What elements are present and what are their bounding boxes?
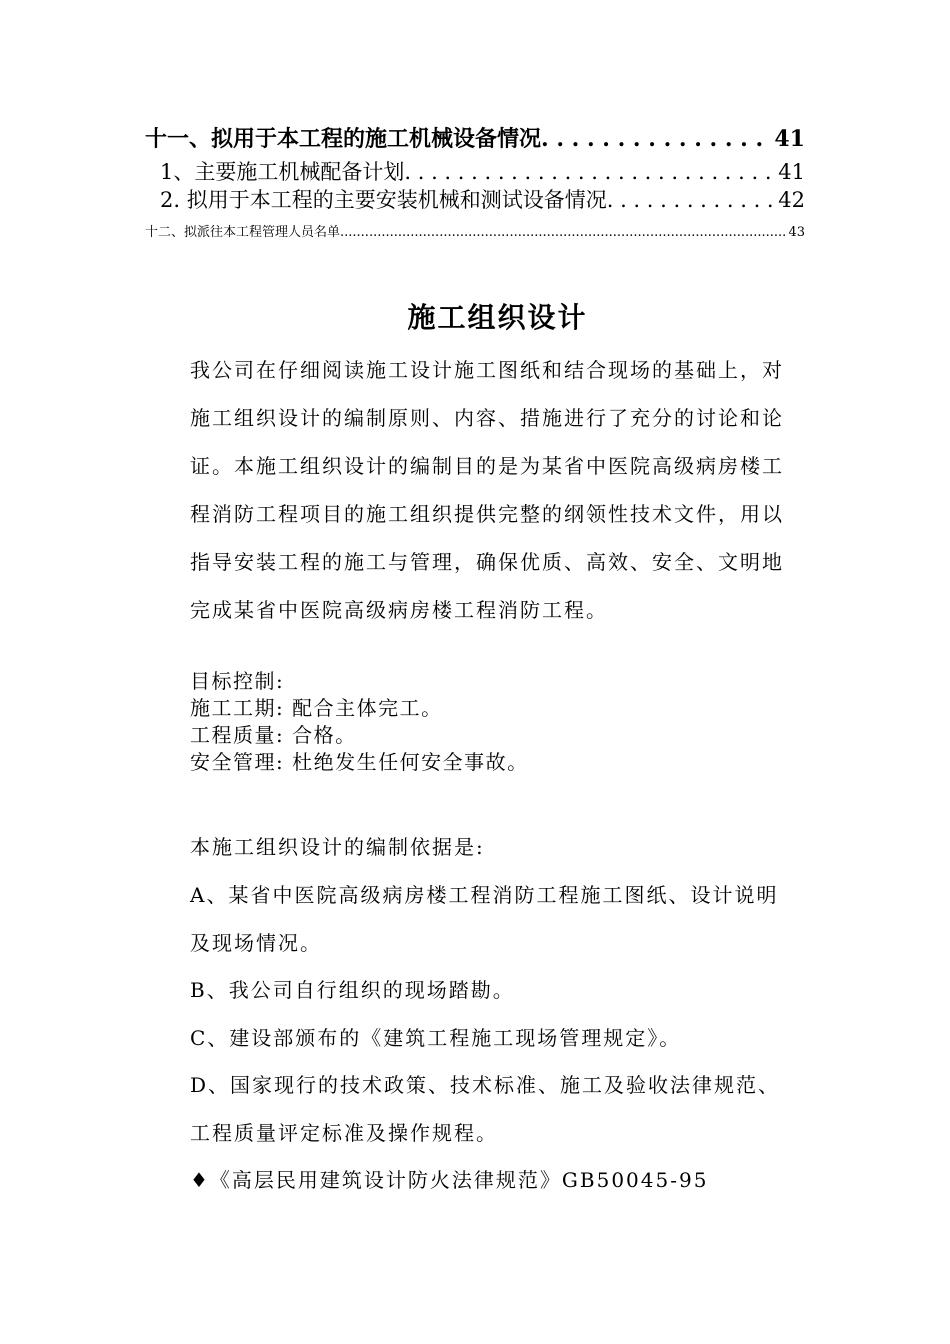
target-item: 施工工期: 配合主体完工。 bbox=[190, 696, 443, 720]
toc-entry-text: 1、主要施工机械配备计划 bbox=[160, 160, 405, 184]
basis-item: B、我公司自行组织的现场踏勘。 bbox=[190, 978, 515, 1002]
toc-leader-dots bbox=[607, 188, 777, 212]
toc-entry[interactable] bbox=[145, 221, 805, 240]
target-control-list bbox=[190, 668, 529, 776]
basis-intro: 本施工组织设计的编制依据是: bbox=[190, 835, 485, 859]
target-item: 安全管理: 杜绝发生任何安全事故。 bbox=[190, 750, 529, 774]
target-heading: 目标控制: bbox=[190, 669, 285, 693]
target-item: 工程质量: 合格。 bbox=[190, 723, 357, 747]
basis-item: ♦《高层民用建筑设计防火法律规范》GB50045-95 bbox=[190, 1168, 709, 1192]
toc-entry-text: 2. 拟用于本工程的主要安装机械和测试设备情况 bbox=[160, 188, 607, 212]
toc-leader-dots bbox=[340, 225, 786, 240]
toc-page-number: 43 bbox=[788, 225, 805, 240]
toc-entry-text: 十二、拟派往本工程管理人员名单 bbox=[145, 225, 341, 240]
intro-paragraph: 我公司在仔细阅读施工设计施工图纸和结合现场的基础上，对施工组织设计的编制原则、内容、措施进行了充分的讨论和论证。本施工组织设计的编制目的是为某省中医院高级病房楼工程消防工程项目的施工组织提供完整的纲领性技术文件，用以指导安装工程的施工与管理，确保优质、高效、安全、文明地完成某省中医院高级病房楼工程消防工程。 bbox=[190, 358, 784, 622]
basis-item: A、某省中医院高级病房楼工程消防工程施工图纸、设计说明及现场情况。 bbox=[190, 883, 779, 955]
toc-entry[interactable] bbox=[160, 156, 805, 186]
toc-entry[interactable] bbox=[145, 122, 805, 153]
toc-leader-dots bbox=[541, 126, 772, 152]
basis-list bbox=[190, 872, 800, 1205]
toc-page-number: 41 bbox=[774, 126, 805, 152]
toc-page-number: 42 bbox=[778, 188, 805, 212]
toc-entry[interactable] bbox=[160, 184, 805, 214]
basis-item: D、国家现行的技术政策、技术标准、施工及验收法律规范、工程质量评定标准及操作规程。 bbox=[190, 1073, 781, 1145]
toc-leader-dots bbox=[404, 160, 776, 184]
toc-page-number: 41 bbox=[778, 160, 805, 184]
section-title: 施工组织设计 bbox=[407, 301, 588, 334]
toc-entry-text: 十一、拟用于本工程的施工机械设备情况 bbox=[145, 126, 542, 152]
basis-item: C、建设部颁布的《建筑工程施工现场管理规定》。 bbox=[190, 1025, 682, 1050]
